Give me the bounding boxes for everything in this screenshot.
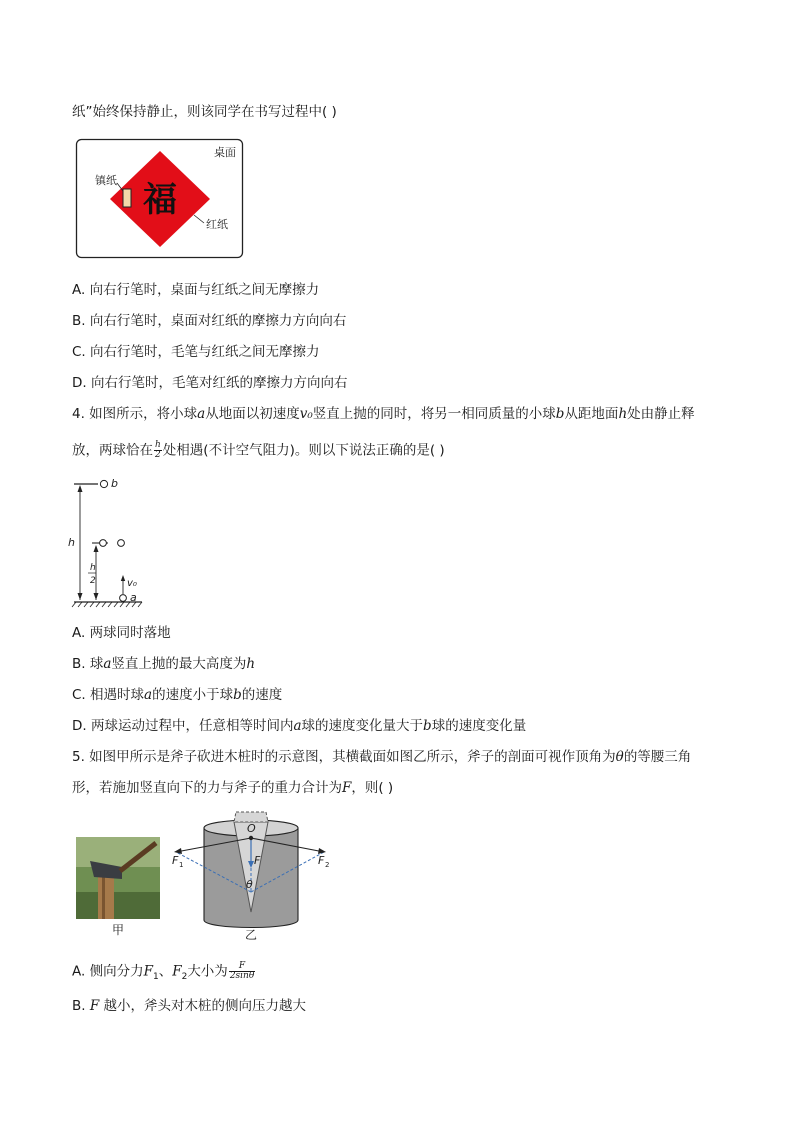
label-F2: F	[318, 854, 325, 867]
label-theta: θ	[246, 878, 253, 891]
q3-option-a: A. 向右行笔时，桌面与红纸之间无摩擦力	[72, 282, 320, 298]
q5-cross-section	[168, 808, 338, 942]
q4-figure	[70, 474, 150, 610]
option-a-fraction: $\frac{F}{2\sin\theta}$	[229, 961, 255, 981]
q3-option-d: D. 向右行笔时，毛笔对红纸的摩擦力方向向右	[72, 375, 348, 391]
label-yi: 乙	[244, 928, 258, 942]
q4-option-d: D. 两球运动过程中，任意相等时间内a球的速度变化量大于b球的速度变化量	[72, 718, 527, 734]
label-b: b	[111, 477, 118, 490]
q5-stem-line2: 形，若施加竖直向下的力与斧子的重力合计为F，则( )	[72, 780, 394, 796]
q5-option-a: A. 侧向分力$F_1$、$F_2$大小为 $\frac{F}{2\sin\theta}$	[72, 961, 255, 983]
axe-photo	[76, 837, 160, 941]
q4-stem-line1: 4. 如图所示，将小球a从地面以初速度v₀竖直上抛的同时，将另一相同质量的小球b从距地面h处由静止释	[72, 406, 695, 422]
label-v0: v₀	[127, 578, 137, 589]
label-jia: 甲	[111, 923, 125, 937]
q3-figure	[76, 139, 244, 259]
label-h: h	[68, 536, 75, 549]
q5-stem-line1: 5. 如图甲所示是斧子砍进木桩时的示意图，其横截面如图乙所示，斧子的剖面可视作顶角为θ的等腰三角	[72, 749, 692, 765]
paperweight	[123, 189, 131, 207]
paper-label: 红纸	[206, 218, 228, 231]
label-h2-den: 2	[90, 576, 96, 586]
q3-option-c: C. 向右行笔时，毛笔与红纸之间无摩擦力	[72, 344, 320, 360]
h-half-fraction: $\frac{h}{2}$	[155, 440, 161, 460]
q3-stem: 纸”始终保持静止，则该同学在书写过程中( )	[72, 104, 337, 120]
q4-stem-line2: 放，两球恰在 $\frac{h}{2}$ 处相遇(不计空气阻力)。则以下说法正确的是( )	[72, 440, 445, 460]
q5-option-b: B. F 越小，斧头对木桩的侧向压力越大	[72, 998, 307, 1014]
weight-label: 镇纸	[95, 174, 117, 187]
q3-option-b: B. 向右行笔时，桌面对红纸的摩擦力方向向右	[72, 313, 347, 329]
q4-option-a: A. 两球同时落地	[72, 625, 171, 641]
label-F1: F	[172, 854, 179, 867]
label-a: a	[130, 591, 137, 604]
desk-label: 桌面	[214, 146, 236, 159]
fu-character: 福	[143, 180, 177, 220]
q4-option-c: C. 相遇时球a的速度小于球b的速度	[72, 687, 283, 703]
q4-option-b: B. 球a竖直上抛的最大高度为h	[72, 656, 256, 672]
label-h2-num: h	[90, 563, 96, 573]
label-F: F	[254, 854, 261, 867]
label-F2-sub: 2	[325, 861, 330, 869]
label-O: O	[247, 822, 256, 835]
label-F1-sub: 1	[179, 861, 184, 869]
